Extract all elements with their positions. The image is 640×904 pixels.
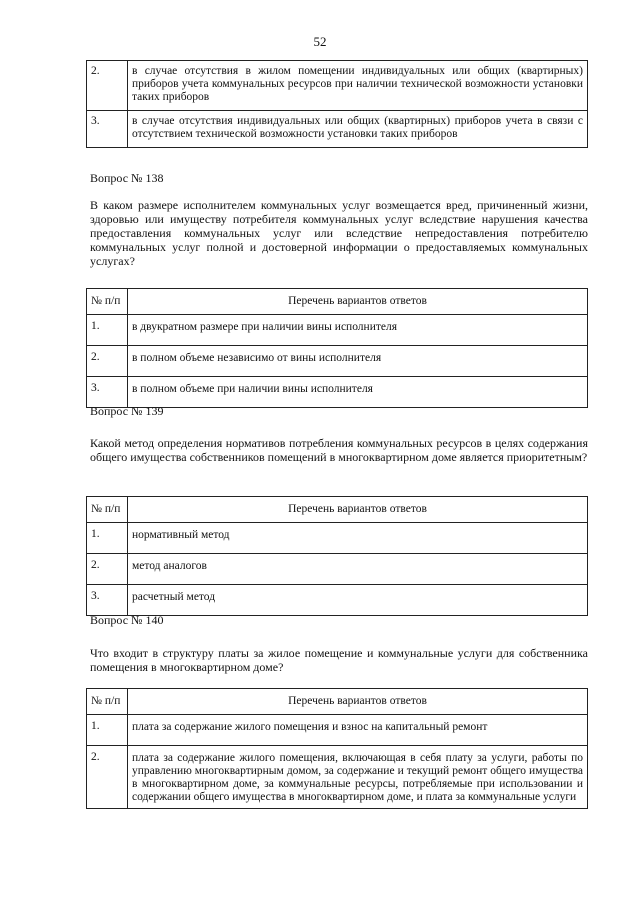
table-row xyxy=(87,346,588,377)
row-number: 3. xyxy=(87,377,128,408)
continued-answer-table xyxy=(86,60,588,148)
row-text: в полном объеме при наличии вины исполнителя xyxy=(128,377,588,408)
header-number: № п/п xyxy=(87,497,128,523)
row-text: плата за содержание жилого помещения и взнос на капитальный ремонт xyxy=(128,715,588,746)
table-header-row xyxy=(87,497,588,523)
row-text: в двукратном размере при наличии вины исполнителя xyxy=(128,315,588,346)
row-number: 3. xyxy=(87,111,128,148)
answer-table xyxy=(86,288,588,408)
question-text: Что входит в структуру платы за жилое помещение и коммунальные услуги для собственника помещения в многоквартирном доме? xyxy=(90,646,588,674)
header-number: № п/п xyxy=(87,689,128,715)
table-row xyxy=(87,315,588,346)
table-row xyxy=(87,746,588,809)
table-row xyxy=(87,61,588,111)
table-row xyxy=(87,377,588,408)
answer-table xyxy=(86,688,588,809)
row-number: 1. xyxy=(87,523,128,554)
table-header-row xyxy=(87,289,588,315)
row-number: 2. xyxy=(87,746,128,809)
row-number: 1. xyxy=(87,315,128,346)
row-text: в случае отсутствия индивидуальных или общих (квартирных) приборов учета в связи с отсутствием технической возможности установки таких приборов xyxy=(128,111,588,148)
row-text: плата за содержание жилого помещения, включающая в себя плату за услуги, работы по управлению многоквартирным домом, за содержание и текущий ремонт общего имущества в многоквартирном доме, за коммунальные ресурсы, потребляемые при использовании и содержании общего имущества в многоквартирном доме, и плата за коммунальные услуги xyxy=(128,746,588,809)
row-number: 1. xyxy=(87,715,128,746)
table-row xyxy=(87,585,588,616)
table-row xyxy=(87,111,588,148)
question-title: Вопрос № 138 xyxy=(90,171,164,185)
row-number: 3. xyxy=(87,585,128,616)
row-number: 2. xyxy=(87,554,128,585)
header-number: № п/п xyxy=(87,289,128,315)
row-number: 2. xyxy=(87,61,128,111)
table-header-row xyxy=(87,689,588,715)
row-text: расчетный метод xyxy=(128,585,588,616)
question-title: Вопрос № 139 xyxy=(90,404,164,418)
row-text: в случае отсутствия в жилом помещении индивидуальных или общих (квартирных) приборов учета коммунальных ресурсов при наличии технической возможности установки таких приборов xyxy=(128,61,588,111)
table-row xyxy=(87,715,588,746)
table-row xyxy=(87,523,588,554)
header-text: Перечень вариантов ответов xyxy=(128,497,588,523)
row-text: нормативный метод xyxy=(128,523,588,554)
question-text: В каком размере исполнителем коммунальных услуг возмещается вред, причиненный жизни, здоровью или имуществу потребителя коммунальных услуг вследствие нарушения качества предоставления коммунальных услуг или вследствие непредоставления потребителю коммунальных услуг полной и достоверной информации о предоставляемых коммунальных услугах? xyxy=(90,198,588,268)
question-text: Какой метод определения нормативов потребления коммунальных ресурсов в целях содержания общего имущества собственников помещений в многоквартирном доме является приоритетным? xyxy=(90,436,588,464)
answer-table xyxy=(86,496,588,616)
header-text: Перечень вариантов ответов xyxy=(128,689,588,715)
question-title: Вопрос № 140 xyxy=(90,613,164,627)
header-text: Перечень вариантов ответов xyxy=(128,289,588,315)
table-row xyxy=(87,554,588,585)
row-text: метод аналогов xyxy=(128,554,588,585)
row-number: 2. xyxy=(87,346,128,377)
page-number: 52 xyxy=(313,34,327,49)
row-text: в полном объеме независимо от вины исполнителя xyxy=(128,346,588,377)
